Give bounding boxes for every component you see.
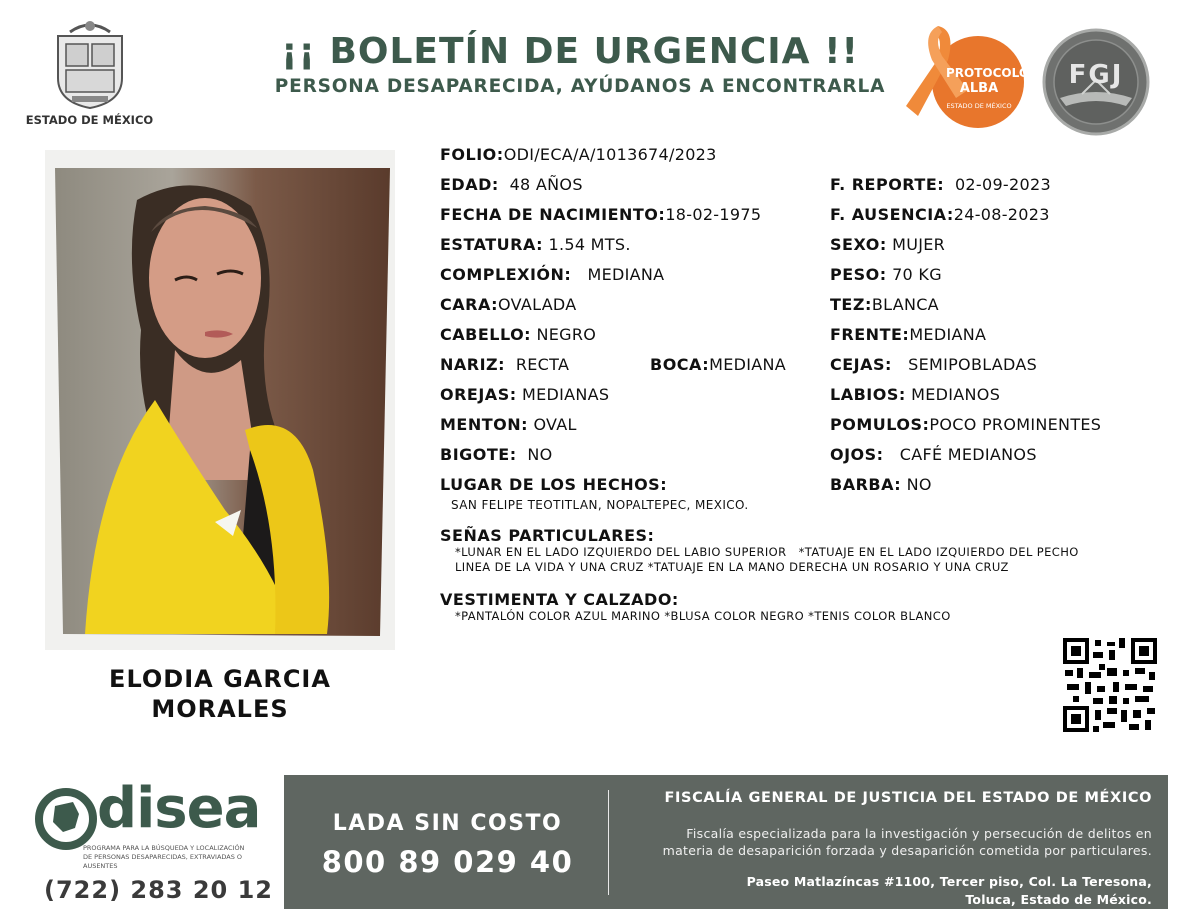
field-value: BLANCA [871, 295, 939, 314]
field-value: 48 AÑOS [509, 175, 583, 194]
odisea-wordmark: disea [97, 776, 261, 841]
estado-de-mexico-seal [48, 18, 132, 110]
field-value: SEMIPOBLADAS [908, 355, 1038, 374]
field-label: CEJAS: [830, 355, 892, 374]
field-value: 1.54 MTS. [548, 235, 631, 254]
field-lugar [440, 475, 667, 494]
field-label: LABIOS: [830, 385, 906, 404]
field-value: MEDIANA [587, 265, 665, 284]
field-label: MENTON: [440, 415, 529, 434]
fgj-footer-title: FISCALÍA GENERAL DE JUSTICIA DEL ESTADO DE MÉXICO [664, 790, 1152, 806]
field-barba [830, 475, 932, 494]
field-label: BOCA: [650, 355, 710, 374]
qr-code[interactable] [1063, 638, 1157, 732]
field-label: CABELLO: [440, 325, 532, 344]
field-boca [650, 355, 786, 374]
field-label: FECHA DE NACIMIENTO: [440, 205, 666, 224]
field-label: FRENTE: [830, 325, 910, 344]
field-label: F. REPORTE: [830, 175, 945, 194]
protocolo-label: PROTOCOLO [946, 66, 1030, 80]
field-value: 70 KG [892, 265, 942, 284]
field-folio [440, 145, 717, 164]
field-edad [440, 175, 583, 194]
field-value: MEDIANA [909, 325, 987, 344]
vestimenta-heading: VESTIMENTA Y CALZADO: [440, 590, 679, 609]
field-label: BARBA: [830, 475, 902, 494]
alba-state-label: ESTADO DE MÉXICO [946, 102, 1012, 110]
odisea-caption-2: DE PERSONAS DESAPARECIDAS, EXTRAVIADAS O [83, 853, 243, 861]
vestimenta-line-1: *PANTALÓN COLOR AZUL MARINO *BLUSA COLOR NEGRO *TENIS COLOR BLANCO [455, 609, 951, 623]
field-label: POMULOS: [830, 415, 930, 434]
odisea-caption-1: PROGRAMA PARA LA BÚSQUEDA Y LOCALIZACIÓN [83, 844, 245, 852]
field-label: CARA: [440, 295, 499, 314]
odisea-logo [33, 776, 273, 876]
field-value: 18-02-1975 [665, 205, 762, 224]
field-value: MEDIANOS [911, 385, 1001, 404]
field-label: SEXO: [830, 235, 887, 254]
field-peso [830, 265, 942, 284]
field-f-ausencia [830, 205, 1050, 224]
field-value: CAFÉ MEDIANOS [899, 445, 1037, 464]
field-value: NO [527, 445, 553, 464]
field-menton [440, 415, 577, 434]
field-value: MEDIANA [709, 355, 787, 374]
alba-label: ALBA [959, 81, 999, 96]
field-f-reporte [830, 175, 1051, 194]
field-label: TEZ: [830, 295, 872, 314]
field-value: OVALADA [498, 295, 577, 314]
senas-line-1: *LUNAR EN EL LADO IZQUIERDO DEL LABIO SUPERIOR *TATUAJE EN EL LADO IZQUIERDO DEL PECHO [455, 545, 1079, 559]
senas-heading: SEÑAS PARTICULARES: [440, 526, 655, 545]
field-label: F. AUSENCIA: [830, 205, 954, 224]
field-value: RECTA [515, 355, 570, 374]
lada-sin-costo-number[interactable]: 800 89 029 40 [321, 845, 574, 879]
fgj-footer-description: Fiscalía especializada para la investigación y persecución de delitos en materia de desaparición forzada y desaparición cometida por particulares. [662, 826, 1152, 858]
field-sexo [830, 235, 945, 254]
field-fecha-nacimiento [440, 205, 761, 224]
field-frente [830, 325, 986, 344]
field-value: ODI/ECA/A/1013674/2023 [503, 145, 717, 164]
field-label: EDAD: [440, 175, 499, 194]
field-cejas [830, 355, 1037, 374]
bulletin-title: ¡¡ BOLETÍN DE URGENCIA !! [281, 31, 859, 72]
fgj-logo [1042, 28, 1150, 136]
field-label: OREJAS: [440, 385, 517, 404]
field-value: NO [906, 475, 932, 494]
field-value: 02-09-2023 [954, 175, 1051, 194]
field-value: POCO PROMINENTES [929, 415, 1102, 434]
field-value: MEDIANAS [522, 385, 610, 404]
fgj-footer-address: Paseo Matlazíncas #1100, Tercer piso, Col. La Teresona, Toluca, Estado de México. [746, 874, 1152, 907]
field-label: ESTATURA: [440, 235, 544, 254]
field-orejas [440, 385, 609, 404]
field-pomulos [830, 415, 1101, 434]
odisea-phone[interactable]: (722) 283 20 12 [44, 876, 273, 904]
protocolo-alba-logo [898, 20, 1030, 132]
field-ojos [830, 445, 1037, 464]
footer-divider [608, 790, 609, 895]
field-label: COMPLEXIÓN: [440, 265, 572, 284]
lada-sin-costo-label: LADA SIN COSTO [332, 811, 563, 836]
odisea-map-icon [35, 788, 97, 850]
field-label: BIGOTE: [440, 445, 517, 464]
field-label: NARIZ: [440, 355, 506, 374]
field-tez [830, 295, 939, 314]
field-bigote [440, 445, 553, 464]
field-cara [440, 295, 577, 314]
field-label: OJOS: [830, 445, 884, 464]
field-value: OVAL [533, 415, 577, 434]
bulletin-subtitle: PERSONA DESAPARECIDA, AYÚDANOS A ENCONTRARLA [274, 76, 886, 97]
field-lugar-value: SAN FELIPE TEOTITLAN, NOPALTEPEC, MEXICO. [451, 498, 749, 512]
field-value: NEGRO [536, 325, 597, 344]
missing-person-name: ELODIA GARCIA MORALES [109, 665, 331, 723]
field-complexion [440, 265, 664, 284]
field-label: FOLIO: [440, 145, 504, 164]
field-label: LUGAR DE LOS HECHOS: [440, 475, 668, 494]
field-cabello [440, 325, 596, 344]
odisea-caption-3: AUSENTES [83, 862, 118, 870]
state-caption: ESTADO DE MÉXICO [25, 113, 154, 127]
field-estatura [440, 235, 631, 254]
missing-person-photo [45, 150, 395, 650]
senas-line-2: LINEA DE LA VIDA Y UNA CRUZ *TATUAJE EN LA MANO DERECHA UN ROSARIO Y UNA CRUZ [455, 560, 1009, 574]
field-labios [830, 385, 1000, 404]
fgj-logo-text: FGJ [1068, 60, 1124, 90]
field-value: 24-08-2023 [953, 205, 1050, 224]
field-nariz [440, 355, 569, 374]
field-value: MUJER [892, 235, 946, 254]
field-label: PESO: [830, 265, 887, 284]
